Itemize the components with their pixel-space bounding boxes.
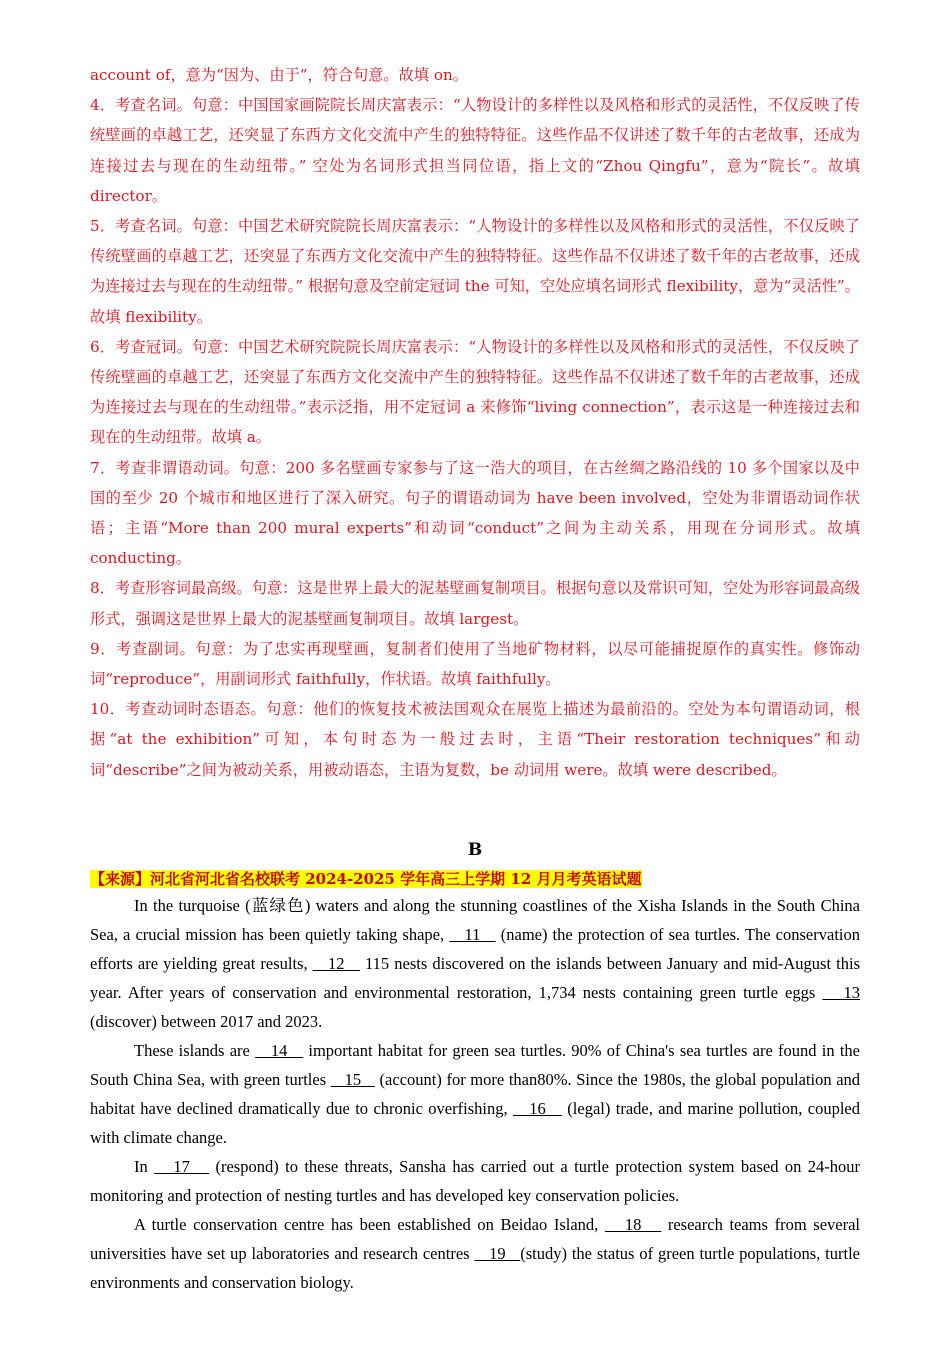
explanation-10: 10．考查动词时态语态。句意：他们的恢复技术被法国观众在展览上描述为最前沿的。空处为本句谓语动词，根据“at the exhibition”可知，本句时态为一般过去时，主语“Their restoration techniques”和动词“describe”之间为被动关系，用被动语态，主语为复数，be 动词用 were。故填 were described。 [90,700,860,779]
passage-paragraph-4 [90,1210,860,1297]
passage-paragraph-1 [90,891,860,1036]
text-run: (discover) between 2017 and 2023. [90,1011,323,1031]
blank-18[interactable]: 18 [604,1214,662,1234]
source-label: 【来源】河北省河北省名校联考 2024-2025 学年高三上学期 12 月月考英语试题 [90,869,642,888]
document-page [90,60,860,1297]
passage-paragraph-3 [90,1152,860,1210]
text-run: important habitat for green sea turtles. 90% of China's sea turtles are found in the South China Sea, with green turtles [90,1040,861,1089]
text-run: These islands are [134,1040,256,1060]
text-run: research teams from several universities have set up laboratories and research centres [90,1214,861,1263]
explanation-9: 9．考查副词。句意：为了忠实再现壁画，复制者们使用了当地矿物材料，以尽可能捕捉原作的真实性。修饰动词“reproduce”，用副词形式 faithfully，作状语。故填 faithfully。 [90,639,860,689]
section-title: B [467,839,483,860]
explanation-5: 5．考查名词。句意：中国艺术研究院院长周庆富表示：“人物设计的多样性以及风格和形式的灵活性，不仅反映了传统壁画的卓越工艺，还突显了东西方文化交流中产生的独特特征。这些作品不仅讲述了数千年的古老故事，还成为连接过去与现在的生动纽带。” 根据句意及空前定冠词 the 可知，空处应填名词形式 flexibility，意为“灵活性”。故填 flexibility。 [90,217,860,326]
text-run: In the turquoise (蓝绿色) waters and along the stunning coastlines of the Xisha Islands in the South China Sea, a crucial mission has been quietly taking shape, [90,895,860,944]
explanation-6: 6．考查冠词。句意：中国艺术研究院院长周庆富表示：“人物设计的多样性以及风格和形式的灵活性，不仅反映了传统壁画的卓越工艺，还突显了东西方文化交流中产生的独特特征。这些作品不仅讲述了数千年的古老故事，还成为连接过去与现在的生动纽带。”表示泛指，用不定冠词 a 来修饰“living connection”，表示这是一种连接过去和现在的生动纽带。故填 a。 [90,337,860,447]
text-run: (study) the status of green turtle populations, turtle environments and conservation biology. [90,1243,860,1292]
passage [90,891,860,1297]
text-run: (name) the protection of sea turtles. The conservation efforts are yielding great results, [90,924,860,973]
blank-11[interactable]: 11 [449,924,496,944]
blank-12[interactable]: 12 [312,953,360,973]
blank-17[interactable]: 17 [154,1156,210,1176]
explanation-4: 4．考查名词。句意：中国国家画院院长周庆富表示：“人物设计的多样性以及风格和形式的灵活性，不仅反映了传统壁画的卓越工艺，还突显了东西方文化交流中产生的独特特征。这些作品不仅讲述了数千年的古老故事，还成为连接过去与现在的生动纽带。” 空处为名词形式担当同位语，指上文的“Zhou Qingfu”，意为“院长”。故填 director。 [90,96,860,205]
explanation-7: 7．考查非谓语动词。句意：200 多名壁画专家参与了这一浩大的项目，在古丝绸之路沿线的 10 多个国家以及中国的至少 20 个城市和地区进行了深入研究。句子的谓语动词为 have been involved，空处为非谓语动词作状语；主语“More than 200 mural experts”和动词“conduct”之间为主动关系，用现在分词形式。故填 conducting。 [90,458,860,568]
explanation-8: 8．考查形容词最高级。句意：这是世界上最大的泥基壁画复制项目。根据句意以及常识可知，空处为形容词最高级形式，强调这是世界上最大的泥基壁画复制项目。故填 largest。 [90,579,860,628]
explanation-3-tail: account of，意为“因为、由于”，符合句意。故填 on。 [90,66,468,84]
text-run: (account) for more than80%. Since the 1980s, the global population and habitat have declined dramatically due to chronic overfishing, [90,1069,861,1118]
blank-13[interactable]: 13 [822,982,861,1002]
text-run: (legal) trade, and marine pollution, coupled with climate change. [90,1098,861,1147]
blank-15[interactable]: 15 [330,1069,375,1089]
text-run: A turtle conservation centre has been established on Beidao Island, [134,1214,605,1234]
passage-paragraph-2 [90,1036,860,1152]
blank-19[interactable]: 19 [474,1243,521,1263]
text-run: (respond) to these threats, Sansha has carried out a turtle protection system based on 24-hour monitoring and protection of nesting turtles and has developed key conservation policies. [90,1156,860,1205]
blank-16[interactable]: 16 [513,1098,562,1118]
blank-14[interactable]: 14 [255,1040,304,1060]
text-run: 115 nests discovered on the islands between January and mid-August this year. After years of conservation and environmental restoration, 1,734 nests containing green turtle eggs [90,953,860,1002]
answer-explanations [90,60,860,785]
source-line [90,867,860,891]
text-run: In [134,1156,155,1176]
